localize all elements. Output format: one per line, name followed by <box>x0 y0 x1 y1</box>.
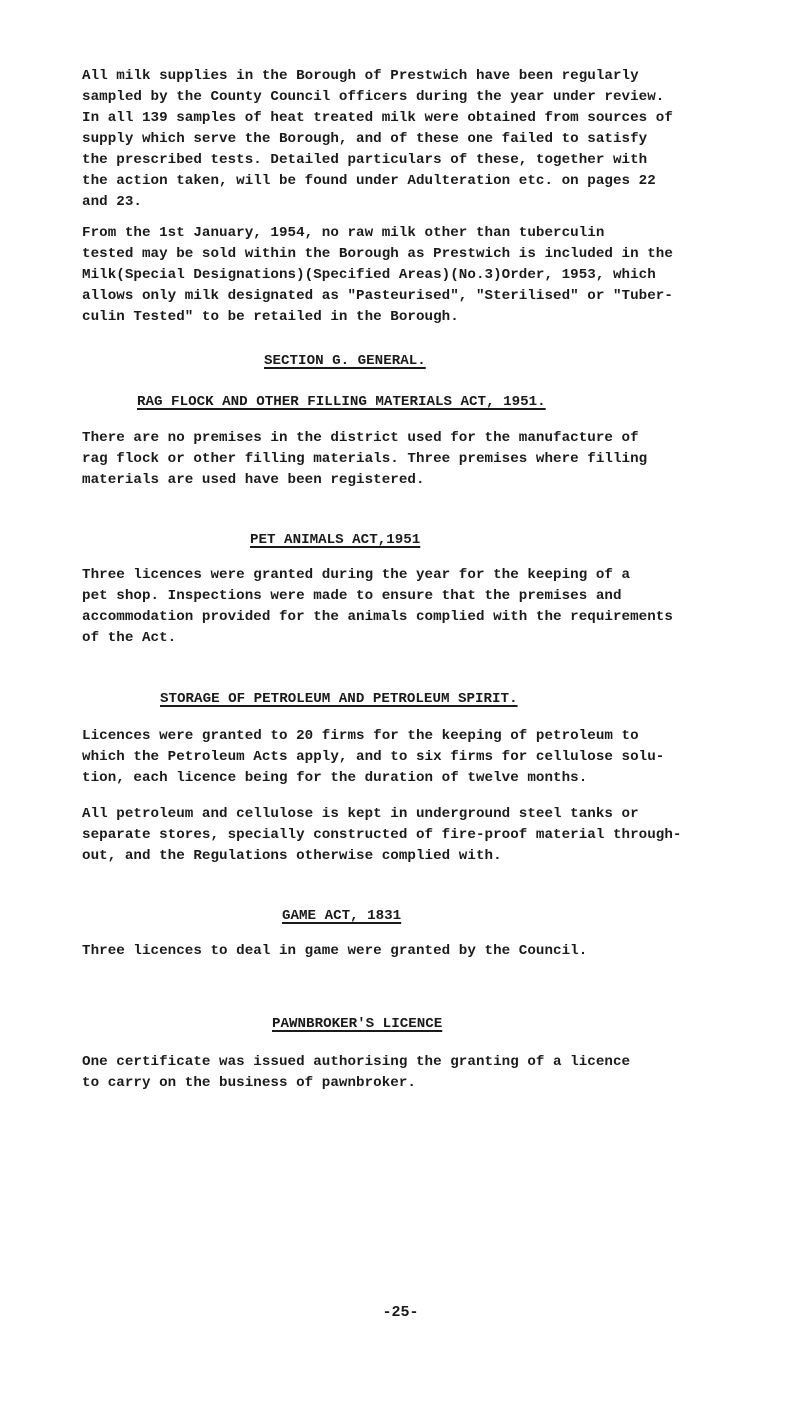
petroleum-heading: STORAGE OF PETROLEUM AND PETROLEUM SPIRIT. <box>160 691 518 707</box>
page-number: -25- <box>382 1304 419 1321</box>
section-g-heading: SECTION G. GENERAL. <box>264 353 426 369</box>
pet-animals-paragraph: Three licences were granted during the year for the keeping of a pet shop. Inspections were made to ensure that the premises and accommodation provided for the animals complied with the requirements of the Act. <box>82 567 673 646</box>
pawnbroker-heading: PAWNBROKER'S LICENCE <box>272 1016 443 1032</box>
raw-milk-paragraph: From the 1st January, 1954, no raw milk other than tuberculin tested may be sold within the Borough as Prestwich is included in the Milk(Special Designations)(Specified Areas)(No.3)Order, 1953, which allows only milk designated as "Pasteurised", "Sterilised" or "Tuber- culin Tested" to be retailed in the Borough. <box>82 225 673 325</box>
rag-flock-paragraph: There are no premises in the district used for the manufacture of rag flock or other filling materials. Three premises where filling materials are used have been registered. <box>82 430 648 488</box>
pet-animals-heading: PET ANIMALS ACT,1951 <box>250 532 421 548</box>
petroleum-licences-paragraph: Licences were granted to 20 firms for the keeping of petroleum to which the Petroleum Acts apply, and to six firms for cellulose solu- tion, each licence being for the duration of twelve months. <box>82 728 665 786</box>
pawnbroker-paragraph: One certificate was issued authorising the granting of a licence to carry on the business of pawnbroker. <box>82 1054 631 1091</box>
game-act-paragraph: Three licences to deal in game were granted by the Council. <box>82 943 588 959</box>
rag-flock-heading: RAG FLOCK AND OTHER FILLING MATERIALS ACT, 1951. <box>137 394 546 410</box>
milk-supplies-paragraph: All milk supplies in the Borough of Prestwich have been regularly sampled by the County Council officers during the year under review. In all 139 samples of heat treated milk were obtained from sources of supply which serve the Borough, and of these one failed to satisfy the prescribed tests. Detailed particulars of these, together with the action taken, will be found under Adulteration etc. on pages 22 and 23. <box>82 68 673 210</box>
petroleum-storage-paragraph: All petroleum and cellulose is kept in underground steel tanks or separate stores, specially constructed of fire-proof material through- out, and the Regulations otherwise complied with. <box>82 806 682 864</box>
game-act-heading: GAME ACT, 1831 <box>282 908 402 924</box>
